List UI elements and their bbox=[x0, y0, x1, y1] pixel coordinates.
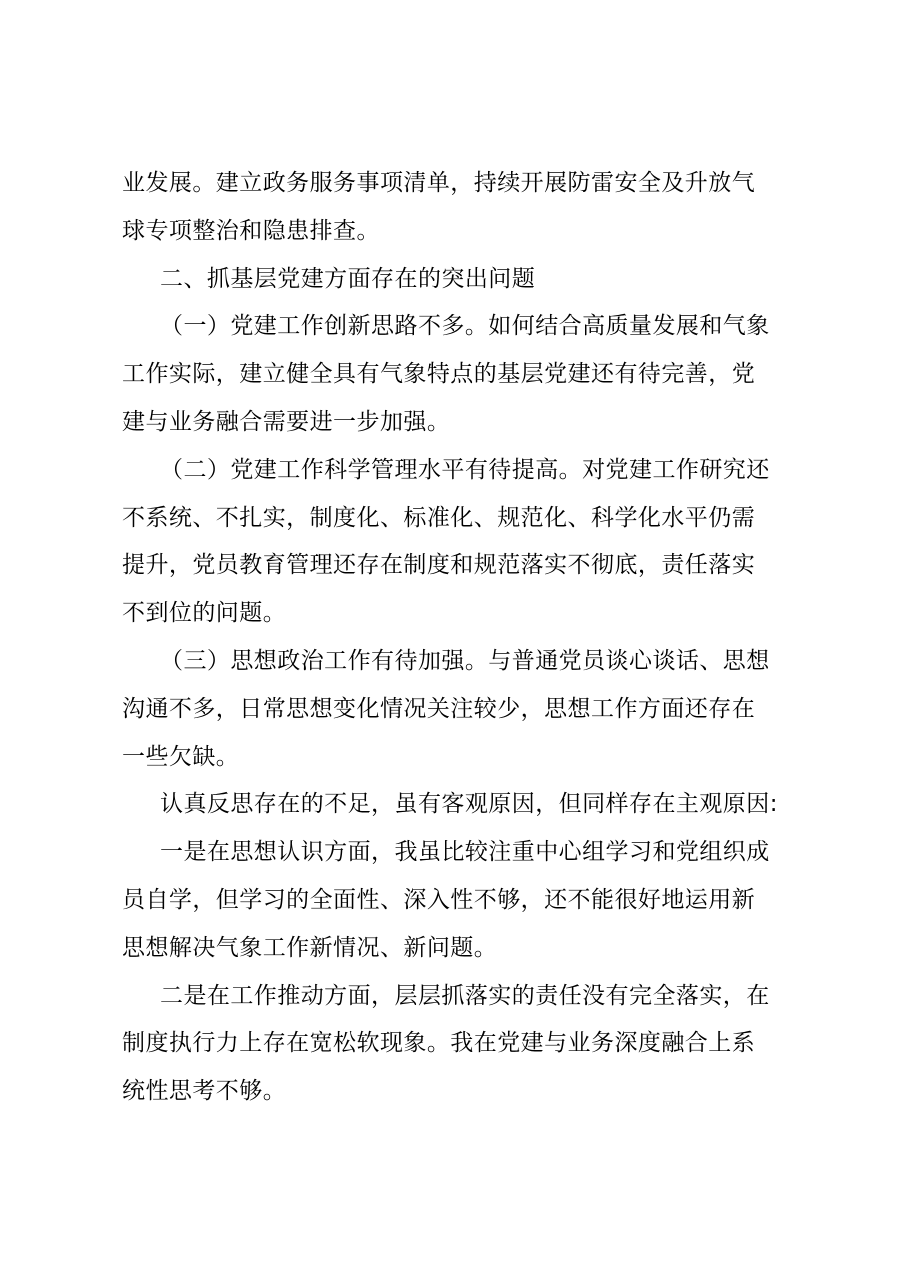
text-line: 一些欠缺。 bbox=[122, 743, 240, 770]
text-line: 认真反思存在的不足，虽有客观原因，但同样存在主观原因: bbox=[160, 791, 778, 818]
text-line: 统性思考不够。 bbox=[122, 1078, 287, 1105]
text-line: 思想解决气象工作新情况、新问题。 bbox=[122, 934, 498, 961]
text-line: 球专项整治和隐患排查。 bbox=[122, 217, 380, 244]
text-line: （一）党建工作创新思路不多。如何结合高质量发展和气象 bbox=[160, 313, 770, 340]
text-line: 一是在思想认识方面，我虽比较注重中心组学习和党组织成 bbox=[160, 839, 770, 866]
text-line: 建与业务融合需要进一步加强。 bbox=[122, 408, 451, 435]
section-heading: 二、抓基层党建方面存在的突出问题 bbox=[160, 265, 536, 292]
text-line: 制度执行力上存在宽松软现象。我在党建与业务深度融合上系 bbox=[122, 1030, 756, 1057]
text-line: （二）党建工作科学管理水平有待提高。对党建工作研究还 bbox=[160, 456, 770, 483]
text-line: 二是在工作推动方面，层层抓落实的责任没有完全落实，在 bbox=[160, 982, 770, 1009]
document-body bbox=[122, 160, 812, 1116]
text-line: 业发展。建立政务服务事项清单，持续开展防雷安全及升放气 bbox=[122, 170, 756, 196]
text-line: （三）思想政治工作有待加强。与普通党员谈心谈话、思想 bbox=[160, 647, 770, 674]
text-line: 提升，党员教育管理还存在制度和规范落实不彻底，责任落实 bbox=[122, 552, 756, 579]
text-line: 沟通不多，日常思想变化情况关注较少，思想工作方面还存在 bbox=[122, 695, 756, 722]
text-line: 不系统、不扎实，制度化、标准化、规范化、科学化水平仍需 bbox=[122, 504, 756, 531]
text-line: 不到位的问题。 bbox=[122, 600, 287, 627]
text-line: 员自学，但学习的全面性、深入性不够，还不能很好地运用新 bbox=[122, 886, 756, 913]
text-line: 工作实际，建立健全具有气象特点的基层党建还有待完善，党 bbox=[122, 361, 756, 388]
